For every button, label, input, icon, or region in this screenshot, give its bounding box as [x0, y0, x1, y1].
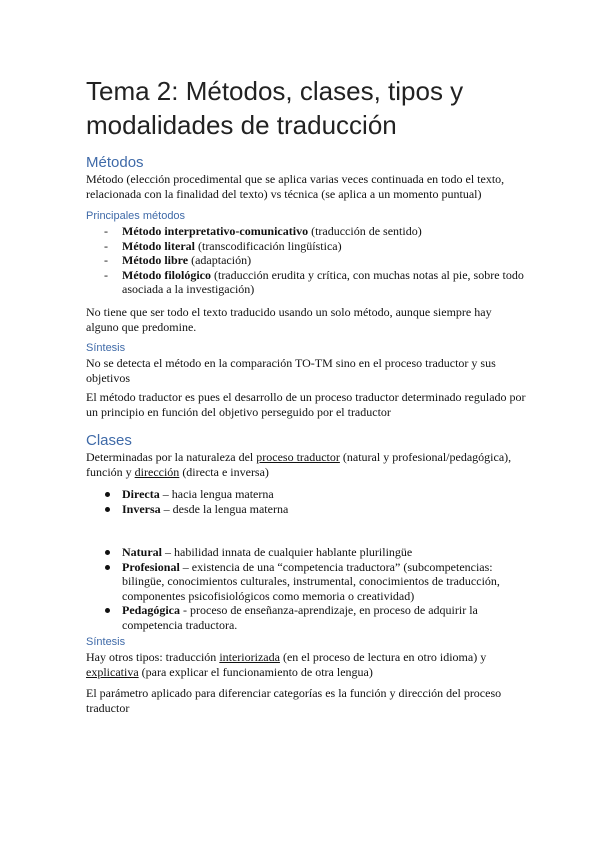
text-run: (directa e inversa) — [179, 464, 269, 479]
underlined-term: dirección — [134, 464, 180, 479]
item-desc: (adaptación) — [188, 253, 252, 267]
item-name: Natural — [122, 545, 162, 559]
item-name: Método literal — [122, 238, 195, 253]
heading-clases: Clases — [86, 432, 132, 449]
text-run: Determinadas por la naturaleza del — [86, 450, 257, 464]
item-desc: – hacia lengua materna — [159, 487, 274, 501]
list-item — [86, 502, 526, 517]
naturaleza-list — [86, 545, 526, 632]
list-item — [86, 487, 526, 502]
item-name: Pedagógica — [122, 603, 180, 617]
list-item: - Método libre (adaptación) — [104, 253, 252, 267]
list-item: - Método literal (transcodificación lingüística) — [104, 238, 342, 253]
heading-sintesis-metodos: Síntesis — [86, 342, 126, 354]
page-title: Tema 2: Métodos, clases, tipos y modalidades de traducción — [86, 76, 464, 140]
list-item: - Método filológico (traducción erudita y crítica, con muchas notas al pie, sobre todo asociada a la investigación) — [104, 267, 524, 296]
underlined-term: explicativa — [86, 664, 139, 679]
text-run: Hay otros tipos: traducción — [86, 650, 220, 664]
underlined-term: proceso traductor — [256, 450, 340, 464]
clases-intro — [86, 450, 526, 479]
metodos-list — [86, 224, 526, 297]
heading-sintesis-clases: Síntesis — [86, 636, 126, 648]
heading-metodos: Métodos — [86, 154, 144, 171]
underlined-term: interiorizada — [219, 650, 280, 664]
sintesis-metodos-1: No se detecta el método en la comparación TO-TM sino en el proceso traductor y sus objetivos — [86, 356, 496, 385]
item-desc: – existencia de una “competencia traductora” (subcompetencias: bilingüe, conocimientos culturales, instrumental, conocimientos de traducción, componentes psicofisiológicos como memoria o creatividad) — [122, 559, 500, 603]
list-item — [86, 603, 526, 632]
sintesis-metodos-2: El método traductor es pues el desarrollo de un proceso traductor determinado regulado por un principio en función del objetivo perseguido por el traductor — [86, 390, 526, 419]
item-name: Método interpretativo-comunicativo — [122, 224, 309, 238]
item-desc: (traducción de sentido) — [308, 224, 422, 238]
metodos-note: No tiene que ser todo el texto traducido usando un solo método, aunque siempre hay alguno que predomine. — [86, 305, 492, 334]
sintesis-clases — [86, 650, 526, 679]
item-desc: (traducción erudita y crítica, con muchas notas al pie, sobre todo asociada a la investigación) — [122, 267, 524, 296]
item-desc: – desde la lengua materna — [160, 501, 289, 516]
item-desc: (transcodificación lingüística) — [194, 238, 342, 253]
direccion-list — [86, 487, 526, 516]
clases-parametro: El parámetro aplicado para diferenciar categorías es la función y dirección del proceso traductor — [86, 686, 502, 715]
item-name: Inversa — [122, 501, 161, 516]
list-item — [86, 560, 526, 604]
item-name: Método filológico — [122, 267, 211, 282]
item-name: Método libre — [122, 253, 189, 267]
metodos-intro: Método (elección procedimental que se aplica varias veces continuada en todo el texto, relacionada con la finalidad del texto) vs técnica (se aplica a un momento puntual) — [86, 172, 505, 201]
text-run: (natural y profesional/pedagógica), función y — [86, 450, 512, 479]
list-item — [86, 545, 526, 560]
heading-principales-metodos: Principales métodos — [86, 210, 186, 222]
list-item: - Método interpretativo-comunicativo (traducción de sentido) — [104, 224, 422, 238]
item-desc: - proceso de enseñanza-aprendizaje, en proceso de adquirir la competencia traductora. — [122, 603, 478, 632]
item-name: Directa — [122, 487, 160, 501]
item-name: Profesional — [122, 559, 180, 574]
text-run: (para explicar el funcionamiento de otra lengua) — [138, 664, 373, 679]
item-desc: – habilidad innata de cualquier hablante plurilingüe — [162, 545, 413, 559]
text-run: (en el proceso de lectura en otro idioma) y — [279, 650, 487, 664]
